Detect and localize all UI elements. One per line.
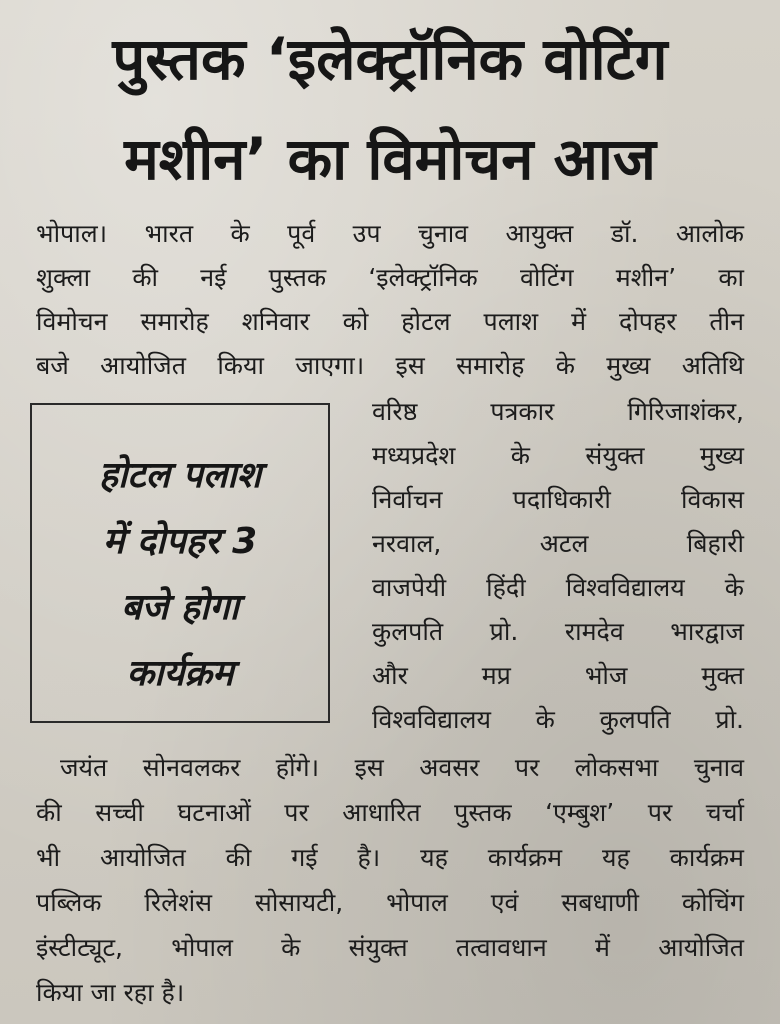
- body-line: विश्वविद्यालय के कुलपति प्रो.: [372, 705, 744, 734]
- body-line: की सच्ची घटनाओं पर आधारित पुस्तक ‘एम्बुश’ पर चर्चा: [36, 798, 744, 827]
- pullquote-line: कार्यक्रम: [126, 653, 234, 694]
- headline-line-2: मशीन’ का विमोचन आज: [124, 125, 656, 193]
- body-line: भी आयोजित की गई है। यह कार्यक्रम यह कार्यक्रम: [36, 843, 744, 872]
- body-line: निर्वाचन पदाधिकारी विकास: [372, 485, 744, 514]
- body-line: और मप्र भोज मुक्त: [372, 661, 744, 690]
- body-line: किया जा रहा है।: [36, 978, 185, 1007]
- pullquote-box: [30, 403, 330, 723]
- pullquote-line: बजे होगा: [121, 587, 239, 628]
- body-line: भोपाल। भारत के पूर्व उप चुनाव आयुक्त डॉ. आलोक: [36, 219, 744, 248]
- body-line: मध्यप्रदेश के संयुक्त मुख्य: [372, 441, 744, 470]
- body-line: इंस्टीट्यूट, भोपाल के संयुक्त तत्वावधान में आयोजित: [36, 933, 744, 962]
- body-line: पब्लिक रिलेशंस सोसायटी, भोपाल एवं सबधाणी कोचिंग: [36, 888, 744, 917]
- body-line: विमोचन समारोह शनिवार को होटल पलाश में दोपहर तीन: [36, 307, 744, 336]
- body-line: नरवाल, अटल बिहारी: [372, 529, 744, 558]
- body-line: वाजपेयी हिंदी विश्वविद्यालय के: [372, 573, 744, 602]
- body-line: बजे आयोजित किया जाएगा। इस समारोह के मुख्य अतिथि: [36, 351, 744, 380]
- pullquote-line: होटल पलाश: [98, 455, 262, 496]
- body-line: कुलपति प्रो. रामदेव भारद्वाज: [372, 617, 744, 646]
- headline-line-1: पुस्तक ‘इलेक्ट्रॉनिक वोटिंग: [112, 25, 668, 93]
- body-line: जयंत सोनवलकर होंगे। इस अवसर पर लोकसभा चुनाव: [60, 753, 744, 782]
- body-line: वरिष्ठ पत्रकार गिरिजाशंकर,: [372, 397, 744, 426]
- pullquote-line: में दोपहर 3: [102, 521, 258, 562]
- body-line: शुक्ला की नई पुस्तक ‘इलेक्ट्रॉनिक वोटिंग मशीन’ का: [36, 263, 744, 292]
